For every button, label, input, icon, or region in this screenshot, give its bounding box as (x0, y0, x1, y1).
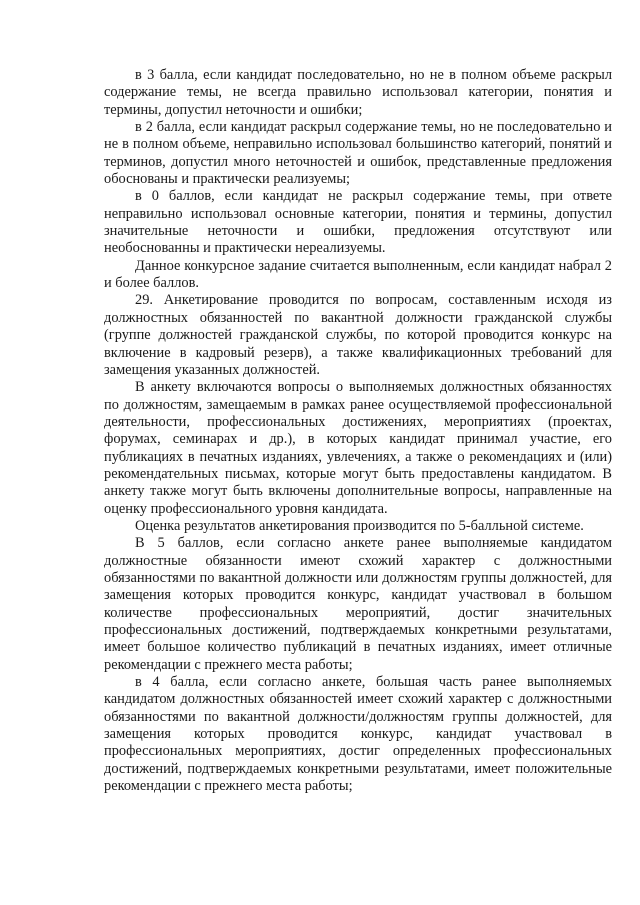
paragraph-score-0: в 0 баллов, если кандидат не раскрыл содержание темы, при ответе неправильно использовал основные категории, понятия и термины, допустил значительные неточности и ошибки, предложения отсутствуют или необоснованны и практически нереализуемы. (104, 188, 612, 257)
document-body (104, 67, 612, 795)
paragraph-scoring-system: Оценка результатов анкетирования производится по 5-балльной системе. (135, 517, 584, 534)
paragraph-clause-29: 29. Анкетирование проводится по вопросам, составленным исходя из должностных обязанностей по вакантной должности гражданской службы (группе должностей гражданской службы, по которой проводится конкурс на включение в кадровый резерв), а также квалификационных требований для замещения указанных должностей. (104, 292, 612, 378)
paragraph-questionnaire-content: В анкету включаются вопросы о выполняемых должностных обязанностях по должностям, замещаемым в рамках ранее осуществляемой профессиональной деятельности, профессиональных достижениях, мероприятиях (проектах, форумах, семинарах и др.), в которых кандидат принимал участие, его публикациях в печатных изданиях, увлечениях, а также о рекомендациях и (или) рекомендательных письмах, которые могут быть предоставлены кандидатом. В анкету также могут быть включены дополнительные вопросы, направленные на оценку профессионального уровня кандидата. (104, 379, 612, 517)
paragraph-score-3: в 3 балла, если кандидат последовательно, но не в полном объеме раскрыл содержание темы, не всегда правильно использовал категории, понятия и термины, допустил неточности и ошибки; (104, 67, 612, 118)
paragraph-task-completed: Данное конкурсное задание считается выполненным, если кандидат набрал 2 и более баллов. (104, 257, 612, 292)
paragraph-score-4: в 4 балла, если согласно анкете, большая часть ранее выполняемых кандидатом должностных обязанностей имеет схожий характер с должностными обязанностями по вакантной должности/должностям группы должностей, для замещения которых проводится конкурс, кандидат участвовал в профессиональных мероприятиях, достиг определенных профессиональных достижений, подтверждаемых конкретными результатами, имеет положительные рекомендации с прежнего места работы; (104, 674, 612, 795)
paragraph-score-5: В 5 баллов, если согласно анкете ранее выполняемые кандидатом должностные обязанности имеют схожий характер с должностными обязанностями по вакантной должности или должностям группы должностей, для замещения которых проводится конкурс, кандидат участвовал в большом количестве профессиональных мероприятий, достиг значительных профессиональных достижений, подтверждаемых конкретными результатами, имеет большое количество публикаций в печатных изданиях, имеет отличные рекомендации с прежнего места работы; (104, 535, 612, 673)
paragraph-score-2: в 2 балла, если кандидат раскрыл содержание темы, но не последовательно и не в полном объеме, неправильно использовал большинство категорий, понятий и терминов, допустил много неточностей и ошибок, представленные предложения обоснованы и практически реализуемы; (104, 119, 612, 188)
